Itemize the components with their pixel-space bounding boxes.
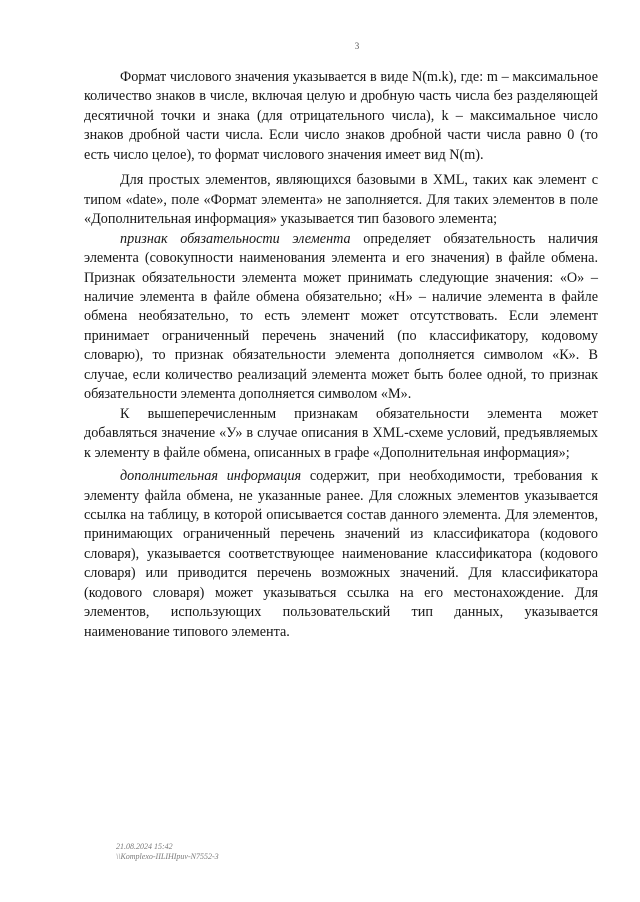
page-number: 3 [354,41,360,51]
paragraph-mandatory-flag [84,230,598,405]
document-body [84,68,598,642]
paragraph-condition-flag [84,405,598,463]
paragraph-simple-elements [84,171,598,229]
term-mandatory-flag: признак обязательности элемента [120,230,351,247]
document-footer-stamp [116,842,219,862]
paragraph-additional-info [84,467,598,642]
footer-timestamp: 21.08.2024 15:42 [116,842,173,851]
footer-file-path: \\Komplexo-IILIHIpuv-N7552-3 [116,852,219,861]
paragraph-text: определяет обязательность наличия элемента (совокупности наименования элемента и его значения) в файле обмена. Признак обязательности элемента может принимать следующие значения: «О» – наличие элемента в файле обмена обязательно; «Н» – наличие элемента в файле обмена необязательно, то есть элемент может отсутствовать. Если элемент принимает ограниченный перечень значений (по классификатору, кодовому словарю), то признак обязательности элемента дополняется символом «К». В случае, если количество реализаций элемента может быть более одной, то признак обязательности элемента дополняется символом «М». [84,230,598,403]
paragraph-text: содержит, при необходимости, требования к элементу файла обмена, не указанные ранее. Для сложных элементов указывается ссылка на таблицу, в которой описывается состав данного элемента. Для элементов, принимающих ограниченный перечень значений из классификатора (кодового словаря), указывается соответствующее наименование классификатора (кодового словаря) или приводится перечень возможных значений. Для классификатора (кодового словаря) может указываться ссылка на его местонахождение. Для элементов, использующих пользовательский тип данных, указывается наименование типового элемента. [84,468,598,640]
paragraph-text: Формат числового значения указывается в виде N(m.k), где: m – максимальное количество знаков в числе, включая целую и дробную часть числа без разделяющей десятичной точки и знака (для отрицательного числа), k – максимальное число знаков дробной части числа. Если число знаков дробной части числа равно 0 (то есть число целое), то формат числового значения имеет вид N(m). [84,69,598,163]
paragraph-text: К вышеперечисленным признакам обязательности элемента может добавляться значение «У» в случае описания в XML-схеме условий, предъявляемых к элементу в файле обмена, описанных в графе «Дополнительная информация»; [84,405,598,461]
term-additional-info: дополнительная информация [120,468,302,485]
paragraph-text: Для простых элементов, являющихся базовыми в XML, таких как элемент с типом «date», поле «Формат элемента» не заполняется. Для таких элементов в поле «Дополнительная информация» указывается тип базового элемента; [84,172,598,228]
paragraph-number-format [84,68,598,165]
